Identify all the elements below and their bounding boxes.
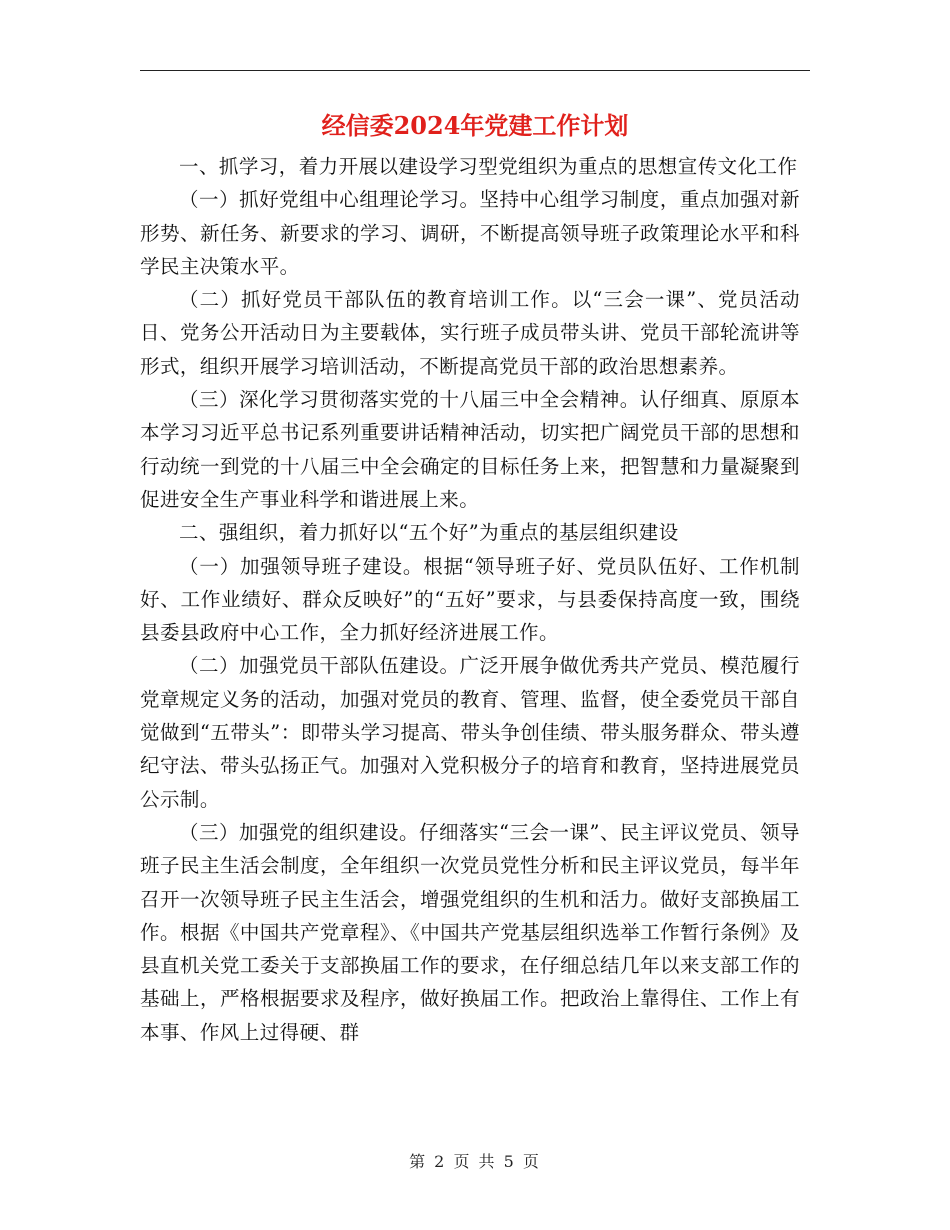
paragraph-1-3: （三）深化学习贯彻落实党的十八届三中全会精神。认仔细真、原原本本学习习近平总书记系列重要讲话精神活动，切实把广阔党员干部的思想和行动统一到党的十八届三中全会确定的目标任务上来，把智慧和力量凝聚到促进安全生产事业科学和谐进展上来。	[140, 388, 800, 511]
section-heading-1: 一、抓学习，着力开展以建设学习型党组织为重点的思想宣传文化工作	[179, 155, 798, 178]
paragraph-2-1: （一）加强领导班子建设。根据“领导班子好、党员队伍好、工作机制好、工作业绩好、群众反映好”的“五好”要求，与县委保持高度一致，围绕县委县政府中心工作，全力抓好经济进展工作。	[140, 554, 800, 645]
document-body	[140, 150, 800, 1049]
paragraph-1-1: （一）抓好党组中心组理论学习。坚持中心组学习制度，重点加强对新形势、新任务、新要求的学习、调研，不断提高领导班子政策理论水平和科学民主决策水平。	[140, 188, 800, 278]
paragraph-2-2: （二）加强党员干部队伍建设。广泛开展争做优秀共产党员、模范履行党章规定义务的活动，加强对党员的教育、管理、监督，使全委党员干部自觉做到“五带头”：即带头学习提高、带头争创佳绩、带头服务群众、带头遵纪守法、带头弘扬正气。加强对入党积极分子的培育和教育，坚持进展党员公示制。	[140, 654, 800, 811]
paragraph-1-2: （二）抓好党员干部队伍的教育培训工作。以“三会一课”、党员活动日、党务公开活动日为主要载体，实行班子成员带头讲、党员干部轮流讲等形式，组织开展学习培训活动，不断提高党员干部的政治思想素养。	[140, 288, 800, 378]
header-rule	[140, 70, 810, 71]
section-heading-2: 二、强组织，着力抓好以“五个好”为重点的基层组织建设	[179, 521, 679, 545]
page-number-footer: 第 2 页 共 5 页	[409, 1152, 541, 1171]
document-title: 经信委2024年党建工作计划	[321, 111, 629, 140]
paragraph-2-3: （三）加强党的组织建设。仔细落实“三会一课”、民主评议党员、领导班子民主生活会制度，全年组织一次党员党性分析和民主评议党员，每半年召开一次领导班子民主生活会，增强党组织的生机和活力。做好支部换届工作。根据《中国共产党章程》、《中国共产党基层组织选举工作暂行条例》及县直机关党工委关于支部换届工作的要求，在仔细总结几年以来支部工作的基础上，严格根据要求及程序，做好换届工作。把政治上靠得住、工作上有本事、作风上过得硬、群	[140, 820, 800, 1044]
